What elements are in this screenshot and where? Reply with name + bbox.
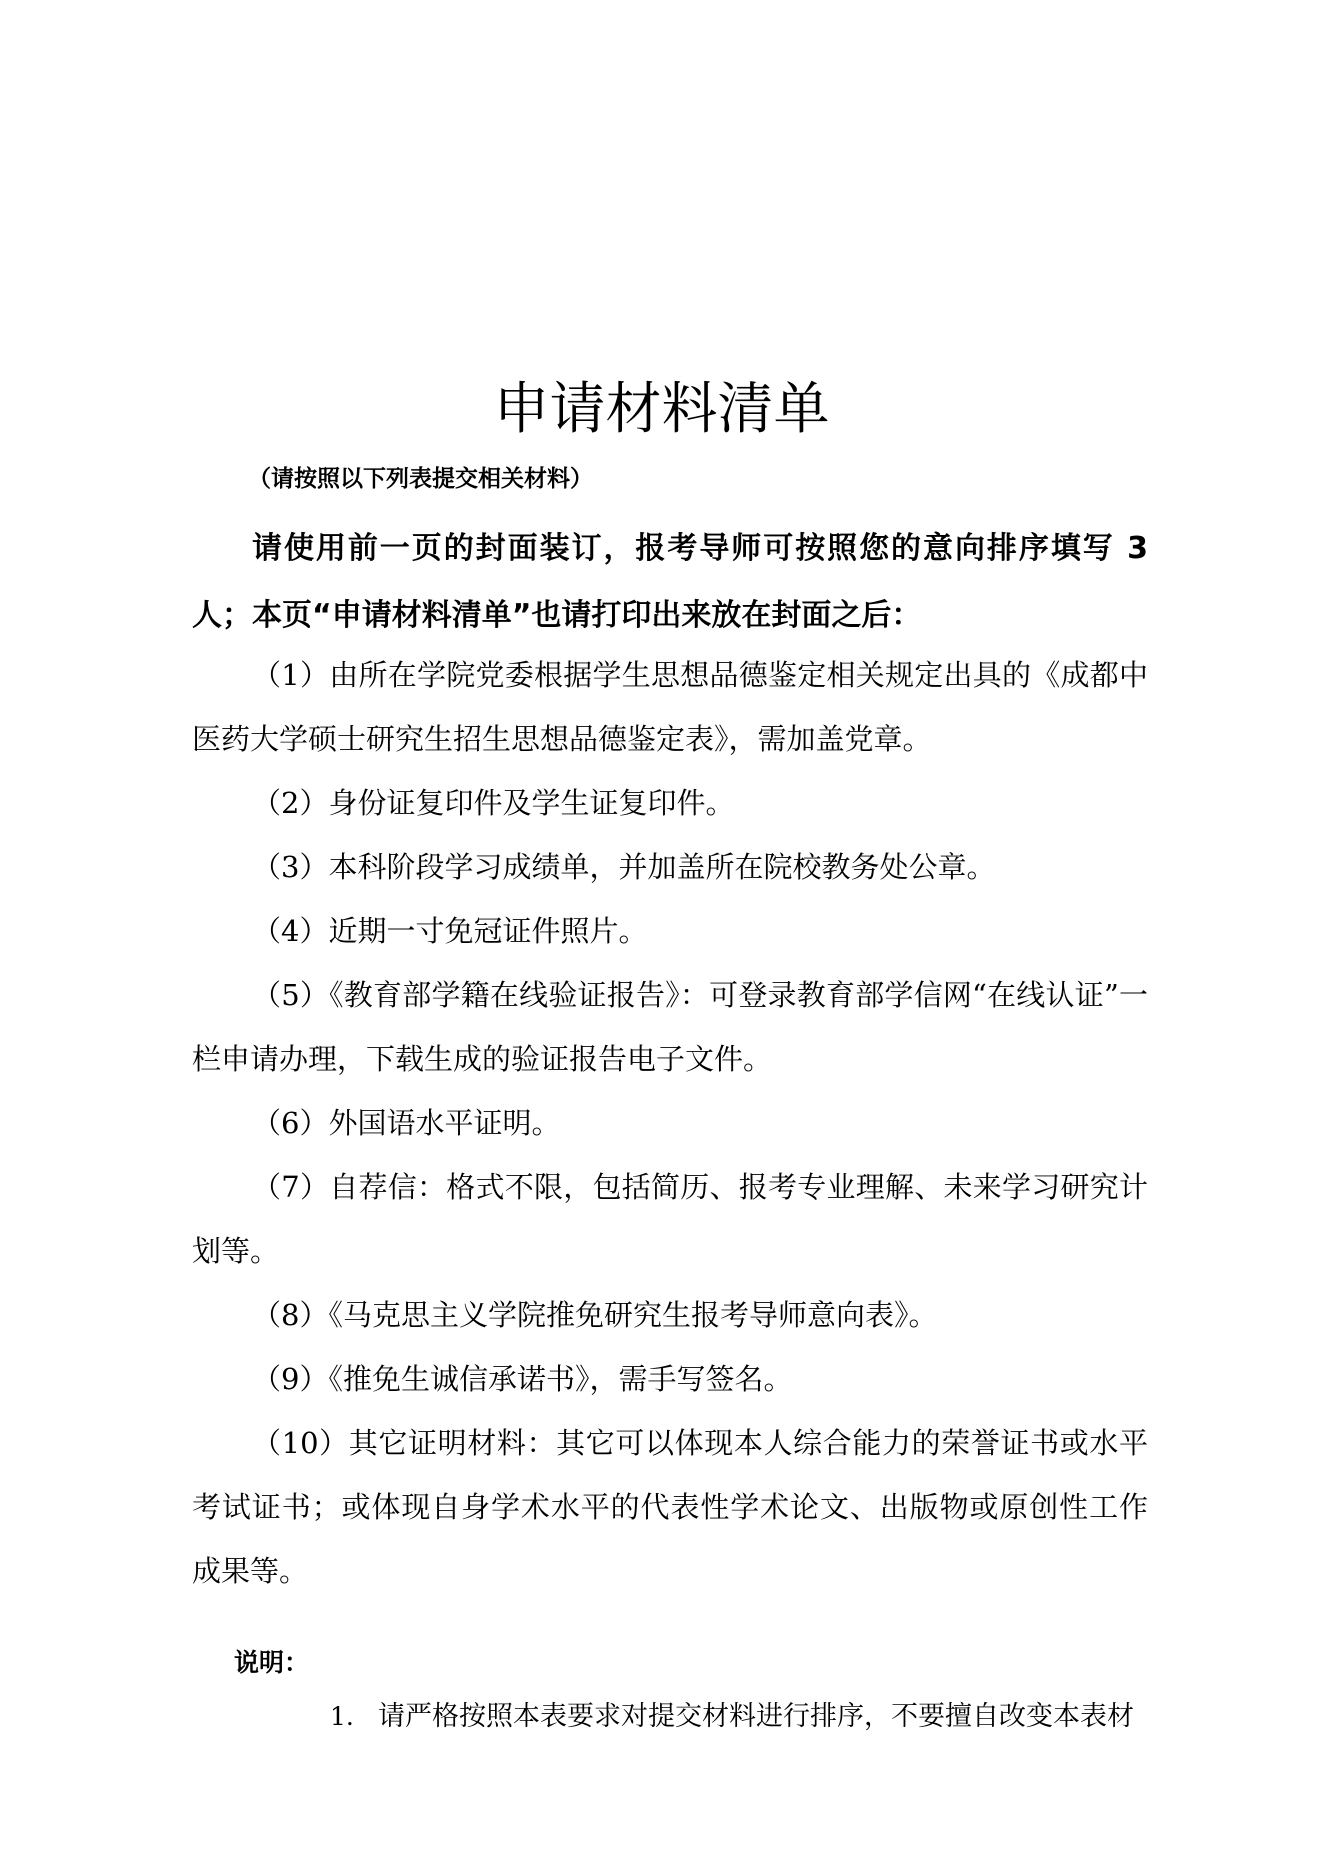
materials-list-item-10: （10）其它证明材料：其它可以体现本人综合能力的荣誉证书或水平考试证书；或体现自身学术水平的代表性学术论文、出版物或原创性工作成果等。 xyxy=(192,1426,1148,1588)
document-title: 申请材料清单 xyxy=(493,377,830,442)
notes-heading: 说明： xyxy=(234,1648,310,1677)
materials-list-item-6: （6）外国语水平证明。 xyxy=(252,1106,561,1140)
materials-list-item-5: （5）《教育部学籍在线验证报告》：可登录教育部学信网“在线认证”一栏申请办理，下载生成的验证报告电子文件。 xyxy=(192,978,1148,1076)
materials-list-item-9: （9）《推免生诚信承诺书》，需手写签名。 xyxy=(252,1362,793,1396)
materials-list-item-7: （7）自荐信：格式不限，包括简历、报考专业理解、未来学习研究计划等。 xyxy=(192,1170,1148,1268)
note-number: 1. xyxy=(330,1702,354,1731)
materials-list-item-2: （2）身份证复印件及学生证复印件。 xyxy=(252,786,735,820)
materials-list-item-1: （1）由所在学院党委根据学生思想品德鉴定相关规定出具的《成都中医药大学硕士研究生招生思想品德鉴定表》，需加盖党章。 xyxy=(192,658,1148,756)
note-text: 请严格按照本表要求对提交材料进行排序，不要擅自改变本表材 xyxy=(378,1701,1134,1732)
materials-list-item-4: （4）近期一寸免冠证件照片。 xyxy=(252,914,648,948)
materials-list xyxy=(192,643,1148,1603)
note-item-1 xyxy=(330,1697,1160,1737)
materials-list-item-8: （8）《马克思主义学院推免研究生报考导师意向表》。 xyxy=(252,1298,938,1332)
intro-paragraph: 请使用前一页的封面装订，报考导师可按照您的意向排序填写 3 人；本页“申请材料清单”也请打印出来放在封面之后： xyxy=(192,531,1148,633)
document-subtitle: （请按照以下列表提交相关材料） xyxy=(248,466,593,492)
materials-list-item-3: （3）本科阶段学习成绩单，并加盖所在院校教务处公章。 xyxy=(252,850,996,884)
